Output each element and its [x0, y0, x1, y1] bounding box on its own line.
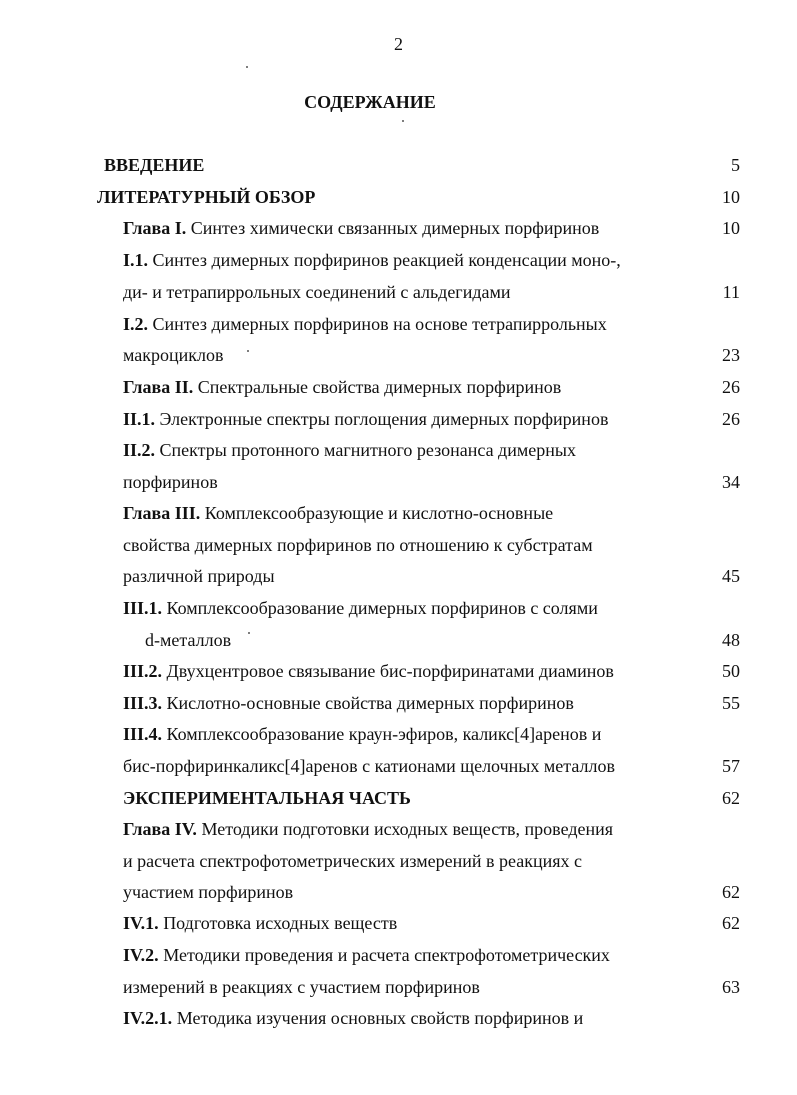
- toc-line: [0, 406, 797, 432]
- toc-entry-text: [123, 942, 610, 968]
- toc-line: [0, 152, 797, 178]
- toc-page-number: 5: [731, 155, 740, 175]
- toc-entry-title: Спектры протонного магнитного резонанса димерных: [155, 440, 576, 460]
- toc-line: [0, 942, 797, 968]
- toc-entry-text: [123, 721, 601, 747]
- toc-entry-title: различной природы: [123, 566, 275, 586]
- toc-page-number: 34: [722, 472, 740, 492]
- toc-entry-text: [145, 627, 231, 653]
- toc-entry-label: III.3.: [123, 693, 163, 713]
- toc-line: [0, 342, 797, 368]
- toc-entry-text: [123, 342, 224, 368]
- toc-entry-title: Спектральные свойства димерных порфиринов: [193, 377, 562, 397]
- toc-page-number: 50: [722, 661, 740, 681]
- toc-entry-label: ВВЕДЕНИЕ: [104, 155, 205, 175]
- toc-entry-text: [123, 563, 275, 589]
- toc-entry-text: [123, 215, 599, 241]
- scan-speck: [248, 632, 250, 634]
- toc-line: [0, 658, 797, 684]
- toc-entry-label: Глава II.: [123, 377, 194, 397]
- toc-page-number: 10: [722, 187, 740, 207]
- toc-line: [0, 469, 797, 495]
- toc-line: [0, 816, 797, 842]
- toc-entry-title: и расчета спектрофотометрических измерений в реакциях с: [123, 851, 582, 871]
- toc-page-number: 48: [722, 630, 740, 650]
- toc-entry-text: [123, 406, 608, 432]
- page-number: 2: [394, 34, 403, 54]
- toc-line: [0, 848, 797, 874]
- toc-entry-text: [123, 374, 561, 400]
- toc-entry-label: III.1.: [123, 598, 163, 618]
- toc-entry-title: измерений в реакциях с участием порфиринов: [123, 977, 480, 997]
- toc-entry-title: свойства димерных порфиринов по отношению к субстратам: [123, 535, 593, 555]
- toc-entry-label: III.2.: [123, 661, 163, 681]
- toc-entry-label: IV.1.: [123, 913, 159, 933]
- toc-entry-text: [123, 690, 574, 716]
- toc-line: [0, 563, 797, 589]
- toc-entry-title: d-металлов: [145, 630, 232, 650]
- toc-page-number: 55: [722, 693, 740, 713]
- scan-speck: [246, 66, 248, 68]
- toc-page-number: 62: [722, 913, 740, 933]
- toc-entry-label: IV.2.1.: [123, 1008, 173, 1028]
- toc-entry-text: [123, 437, 576, 463]
- toc-entry-label: IV.2.: [123, 945, 159, 965]
- toc-entry-title: Методика изучения основных свойств порфиринов и: [172, 1008, 584, 1028]
- toc-entry-text: [123, 785, 411, 811]
- toc-entry-title: Методики подготовки исходных веществ, проведения: [196, 819, 614, 839]
- toc-entry-text: [123, 753, 615, 779]
- toc-line: [0, 879, 797, 905]
- toc-entry-title: бис-порфиринкаликс[4]аренов с катионами щелочных металлов: [123, 756, 615, 776]
- toc-entry-label: I.1.: [123, 250, 149, 270]
- page-title: СОДЕРЖАНИЕ: [304, 92, 436, 112]
- toc-entry-label: ЛИТЕРАТУРНЫЙ ОБЗОР: [97, 187, 316, 207]
- toc-entry-title: Синтез химически связанных димерных порфиринов: [186, 218, 600, 238]
- toc-line: [0, 374, 797, 400]
- toc-line: [0, 437, 797, 463]
- toc-entry-title: Кислотно-основные свойства димерных порфиринов: [162, 693, 574, 713]
- toc-line: [0, 595, 797, 621]
- toc-line: [0, 753, 797, 779]
- toc-page-number: 63: [722, 977, 740, 997]
- toc-entry-text: [123, 500, 553, 526]
- toc-entry-label: II.1.: [123, 409, 156, 429]
- toc-entry-text: [123, 816, 613, 842]
- toc-entry-text: [123, 1005, 583, 1031]
- toc-line: [0, 910, 797, 936]
- toc-line: [0, 532, 797, 558]
- toc-page-number: 45: [722, 566, 740, 586]
- toc-entry-title: порфиринов: [123, 472, 218, 492]
- toc-entry-text: [123, 879, 293, 905]
- toc-line: [0, 184, 797, 210]
- toc-entry-text: [123, 595, 598, 621]
- toc-entry-text: [123, 848, 582, 874]
- toc-entry-text: [123, 658, 614, 684]
- toc-entry-text: [123, 279, 511, 305]
- toc-entry-title: Методики проведения и расчета спектрофотометрических: [158, 945, 610, 965]
- toc-entry-label: II.2.: [123, 440, 156, 460]
- toc-entry-title: Синтез димерных порфиринов на основе тетрапиррольных: [148, 314, 607, 334]
- toc-line: [0, 311, 797, 337]
- toc-entry-title: макроциклов: [123, 345, 224, 365]
- toc-entry-text: [123, 532, 593, 558]
- toc-entry-title: Комплексообразование димерных порфиринов с солями: [162, 598, 598, 618]
- toc-entry-text: [123, 311, 607, 337]
- toc-entry-title: участием порфиринов: [123, 882, 294, 902]
- toc-entry-label: Глава III.: [123, 503, 201, 523]
- toc-entry-label: Глава IV.: [123, 819, 197, 839]
- toc-entry-text: [123, 910, 397, 936]
- toc-page-number: 62: [722, 788, 740, 808]
- toc-line: [0, 279, 797, 305]
- toc-line: [0, 690, 797, 716]
- toc-entry-text: [97, 184, 315, 210]
- toc-entry-title: ди- и тетрапиррольных соединений с альдегидами: [123, 282, 511, 302]
- toc-entry-title: Синтез димерных порфиринов реакцией конденсации моно-,: [148, 250, 621, 270]
- toc-entry-title: Подготовка исходных веществ: [158, 913, 398, 933]
- toc-page-number: 23: [722, 345, 740, 365]
- toc-line: [0, 215, 797, 241]
- toc-line: [0, 500, 797, 526]
- toc-line: [0, 974, 797, 1000]
- toc-entry-title: Комплексообразующие и кислотно-основные: [200, 503, 554, 523]
- scan-speck: [247, 350, 249, 352]
- scan-speck: [402, 120, 404, 122]
- toc-line: [0, 1005, 797, 1031]
- toc-entry-text: [123, 247, 621, 273]
- toc-line: [0, 247, 797, 273]
- toc-entry-title: Электронные спектры поглощения димерных порфиринов: [155, 409, 609, 429]
- toc-entry-text: [104, 152, 204, 178]
- toc-entry-text: [123, 974, 480, 1000]
- toc-entry-text: [123, 469, 218, 495]
- toc-entry-label: ЭКСПЕРИМЕНТАЛЬНАЯ ЧАСТЬ: [123, 788, 411, 808]
- toc-line: [0, 627, 797, 653]
- toc-entry-title: Двухцентровое связывание бис-порфиринатами диаминов: [162, 661, 614, 681]
- toc-page-number: 11: [722, 282, 740, 302]
- toc-page-number: 62: [722, 882, 740, 902]
- toc-entry-label: Глава I.: [123, 218, 187, 238]
- toc-entry-label: III.4.: [123, 724, 163, 744]
- toc-page-number: 26: [722, 377, 740, 397]
- toc-entry-label: I.2.: [123, 314, 149, 334]
- toc-page-number: 26: [722, 409, 740, 429]
- toc-entry-title: Комплексообразование краун-эфиров, каликс[4]аренов и: [162, 724, 602, 744]
- toc-page-number: 57: [722, 756, 740, 776]
- toc-page-number: 10: [722, 218, 740, 238]
- toc-line: [0, 785, 797, 811]
- toc-line: [0, 721, 797, 747]
